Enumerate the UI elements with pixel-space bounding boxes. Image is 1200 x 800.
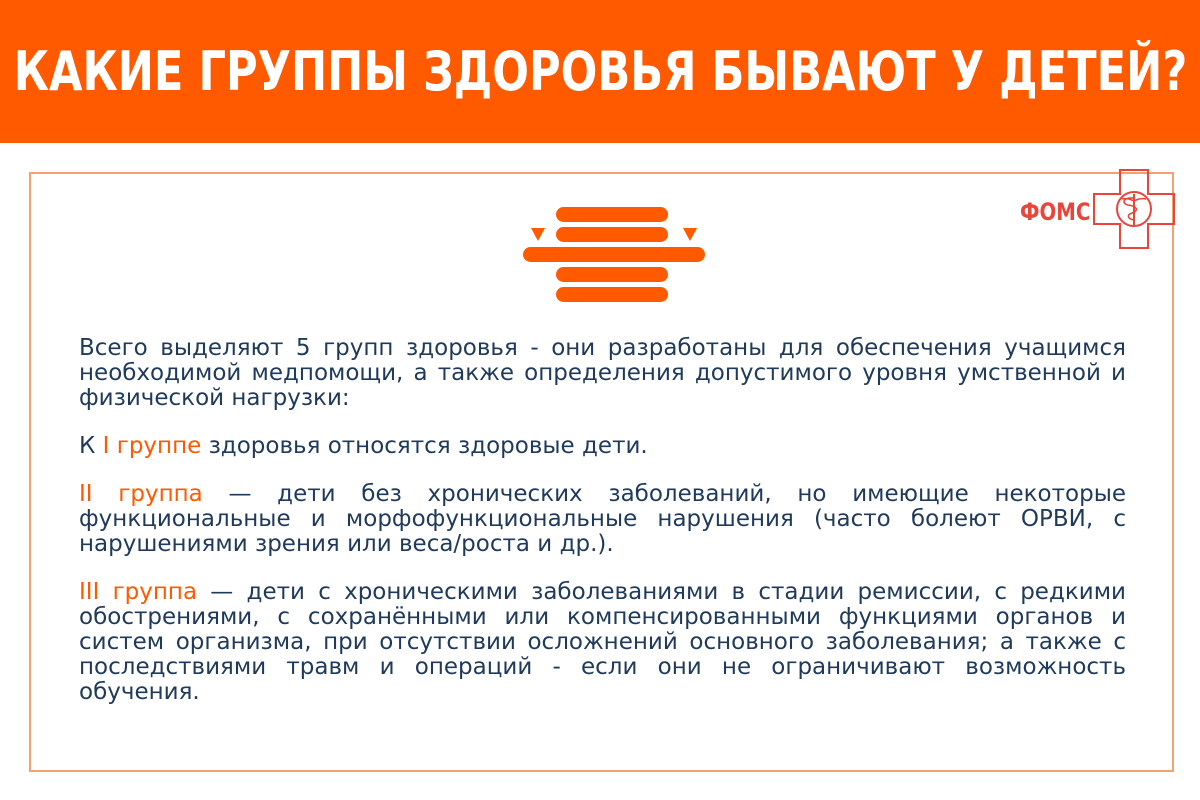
group1-paragraph [79,434,1126,459]
group3-highlight: III группа [79,579,198,605]
logo-text: ФОМС [1020,198,1091,226]
group2-text: — дети без хронических заболеваний, но имеющие некоторые функциональные и морфофункциональные нарушения (часто болеют ОРВИ, с нарушениями зрения или веса/роста и др.). [79,481,1127,557]
page-title: КАКИЕ ГРУППЫ ЗДОРОВЬЯ БЫВАЮТ У ДЕТЕЙ? [13,40,1187,103]
group3-text: — дети с хроническими заболеваниями в стадии ремиссии, с редкими обострениями, с сохранёнными или компенсированными функциями органов и систем организма, при отсутствии осложнений основного заболевания; а также с последствиями травм и операций - если они не ограничивают возможность обучения. [79,579,1127,705]
group1-text: здоровья относятся здоровые дети. [201,433,648,459]
layered-bars-icon [523,205,705,305]
group2-paragraph [79,482,1126,557]
medical-cross-caduceus-icon [1092,168,1176,250]
main-text [79,336,1126,728]
intro-paragraph: Всего выделяют 5 групп здоровья - они разработаны для обеспечения учащимся необходимой медпомощи, а также определения допустимого уровня умственной и физической нагрузки: [79,335,1126,411]
group2-highlight: II группа [79,481,203,507]
foms-logo [1020,168,1180,250]
header-banner [0,0,1200,143]
group1-prefix: К [79,433,103,459]
group1-highlight: I группе [102,433,202,459]
group3-paragraph [79,580,1126,705]
